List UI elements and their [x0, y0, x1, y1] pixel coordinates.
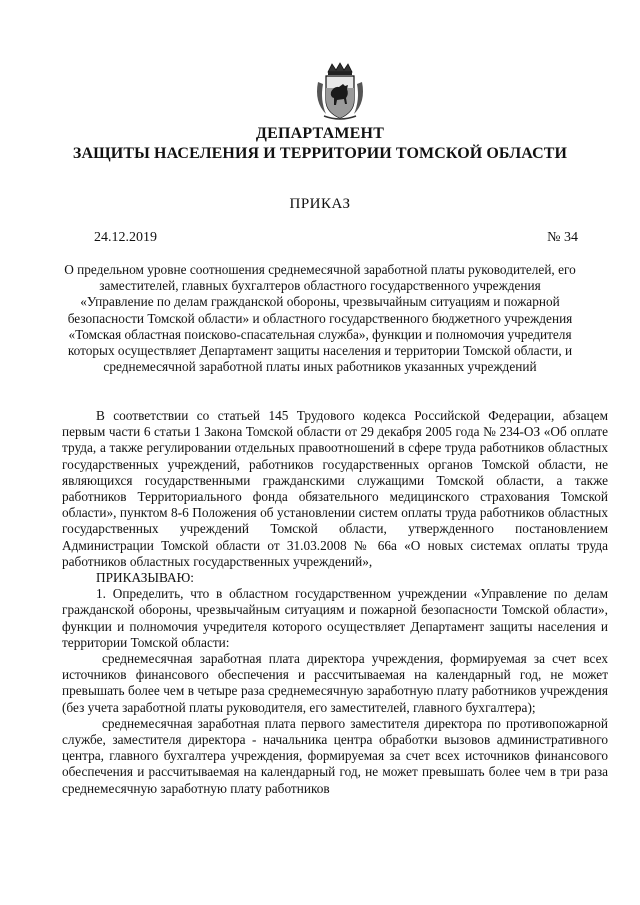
coat-of-arms-icon [312, 62, 368, 122]
preamble-paragraph: В соответствии со статьей 145 Трудового кодекса Российской Федерации, абзацем первым части 6 статьи 1 Закона Томской области от 29 декабря 2005 года № 234-ОЗ «Об оплате труда, а также регулировании отдельных правоотношений в сфере труда работников областных государственных учреждений, работников государственных органов Томской области, не являющихся государственными гражданскими служащими Томской области, а также работников Территориального фонда обязательного медицинского страхования Томской области», пунктом 8-6 Положения об установлении систем оплаты труда работников областных государственных учреждений Томской области, утвержденного постановлением Администрации Томской области от 31.03.2008 № 66а «О новых системах оплаты труда работников областных государственных учреждений», [62, 408, 608, 569]
sub-item-deputy-salary: среднемесячная заработная плата первого заместителя директора по противопожарной службе, заместителя директора - начальника центра обработки вызовов административного центра, главного бухгалтера учреждения, формируемая за счет всех источников финансового обеспечения и рассчитываемая на календарный год, не может превышать более чем в три раза среднемесячную заработную плату работников [62, 715, 608, 796]
title-line: заместителей, главных бухгалтеров областного государственного учреждения [99, 278, 541, 294]
title-line: безопасности Томской области» и областного государственного бюджетного учреждения [67, 310, 573, 326]
department-title-line1: ДЕПАРТАМЕНТ [255, 125, 385, 142]
department-title-line2: ЗАЩИТЫ НАСЕЛЕНИЯ И ТЕРРИТОРИИ ТОМСКОЙ ОБЛАСТИ [72, 145, 568, 162]
order-date: 24.12.2019 [94, 230, 157, 245]
document-type: ПРИКАЗ [289, 196, 351, 212]
order-word: ПРИКАЗЫВАЮ: [96, 570, 194, 586]
title-line: «Управление по делам гражданской обороны, чрезвычайным ситуациям и пожарной [80, 294, 560, 310]
title-line: которых осуществляет Департамент защиты населения и территории Томской области, и [67, 343, 573, 359]
order-number: № 34 [547, 230, 578, 245]
item-1-paragraph: 1. Определить, что в областном государственном учреждении «Управление по делам гражданской обороны, чрезвычайным ситуациям и пожарной безопасности Томской области», функции и полномочия учредителя которого осуществляет Департамент защиты населения и территории Томской области: [62, 586, 608, 650]
title-line: «Томская областная поисково-спасательная служба», функции и полномочия учредителя [68, 326, 572, 342]
order-title [40, 262, 600, 375]
title-line: О предельном уровне соотношения среднемесячной заработной платы руководителей, его [64, 262, 576, 277]
title-line: среднемесячной заработной платы иных работников указанных учреждений [103, 359, 537, 375]
order-body [62, 408, 608, 797]
sub-item-director-salary: среднемесячная заработная плата директора учреждения, формируемая за счет всех источников финансового обеспечения и рассчитываемая на календарный год, не может превышать более чем в четыре раза среднемесячную заработную плату работников учреждения (без учета заработной платы руководителя, его заместителей, главного бухгалтера); [62, 651, 608, 715]
